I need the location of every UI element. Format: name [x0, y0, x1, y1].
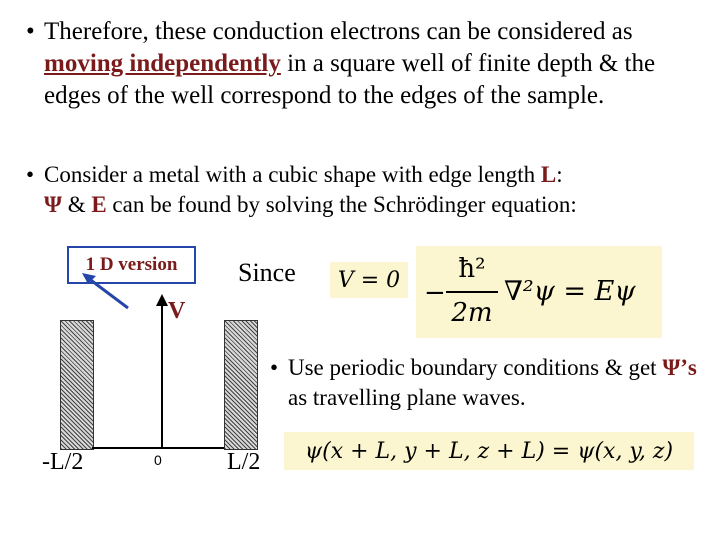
- energy-symbol: E: [91, 192, 107, 217]
- minus-sign: −: [424, 278, 446, 308]
- bullet-2-text-b: can be found by solving the Schrödinger equation:: [112, 192, 577, 217]
- potential-zero-equation: V = 0: [330, 262, 408, 298]
- edge-length-symbol: L: [540, 162, 557, 187]
- v-axis-arrow-icon: [155, 294, 169, 308]
- two-m: 2m: [451, 298, 493, 328]
- fraction-bar: [446, 291, 498, 293]
- bullet-1-text-b: in a square well of finite depth & the edges of the well correspond to the edges of the sample.: [44, 50, 656, 109]
- psi-plural: Ψ’s: [662, 355, 697, 380]
- version-label: 1 D version: [85, 254, 178, 275]
- bullet-3-text-a: Use periodic boundary conditions & get: [288, 355, 657, 380]
- bullet-1-text-a: Therefore, these conduction electrons can be considered as: [44, 18, 633, 45]
- bullet-2: • Consider a metal with a cubic shape with edge length L: Ψ & E can be found by solving the Schrödinger equation:: [26, 162, 577, 217]
- v-axis-label: V: [168, 298, 186, 324]
- since-label: Since: [238, 258, 296, 287]
- hbar-squared: ħ²: [458, 254, 486, 284]
- periodic-boundary-equation: ψ(x + L, y + L, z + L) = ψ(x, y, z): [284, 432, 694, 470]
- bullet-dot: •: [26, 18, 35, 45]
- left-edge-label: -L/2: [42, 449, 84, 475]
- laplacian-term: ∇²ψ = Eψ: [504, 276, 636, 307]
- bullet-dot: •: [270, 355, 279, 380]
- left-wall: [60, 320, 94, 450]
- bullet-3: [270, 353, 710, 413]
- pointer-arrow-icon: [80, 270, 140, 320]
- bullet-dot: •: [26, 162, 35, 187]
- right-wall: [224, 320, 258, 450]
- bullet-2-text-a: Consider a metal with a cubic shape with edge length: [44, 162, 536, 187]
- psi-symbol: Ψ: [44, 192, 62, 217]
- origin-label: 0: [154, 452, 162, 468]
- v-axis: [161, 302, 163, 449]
- right-edge-label: L/2: [227, 449, 261, 475]
- bullet-1: [26, 16, 706, 112]
- well-floor: [92, 447, 224, 449]
- bullet-1-emphasis: moving independently: [44, 50, 281, 77]
- schrodinger-equation: [416, 246, 662, 338]
- bullet-3-text-b: as travelling plane waves.: [288, 385, 526, 410]
